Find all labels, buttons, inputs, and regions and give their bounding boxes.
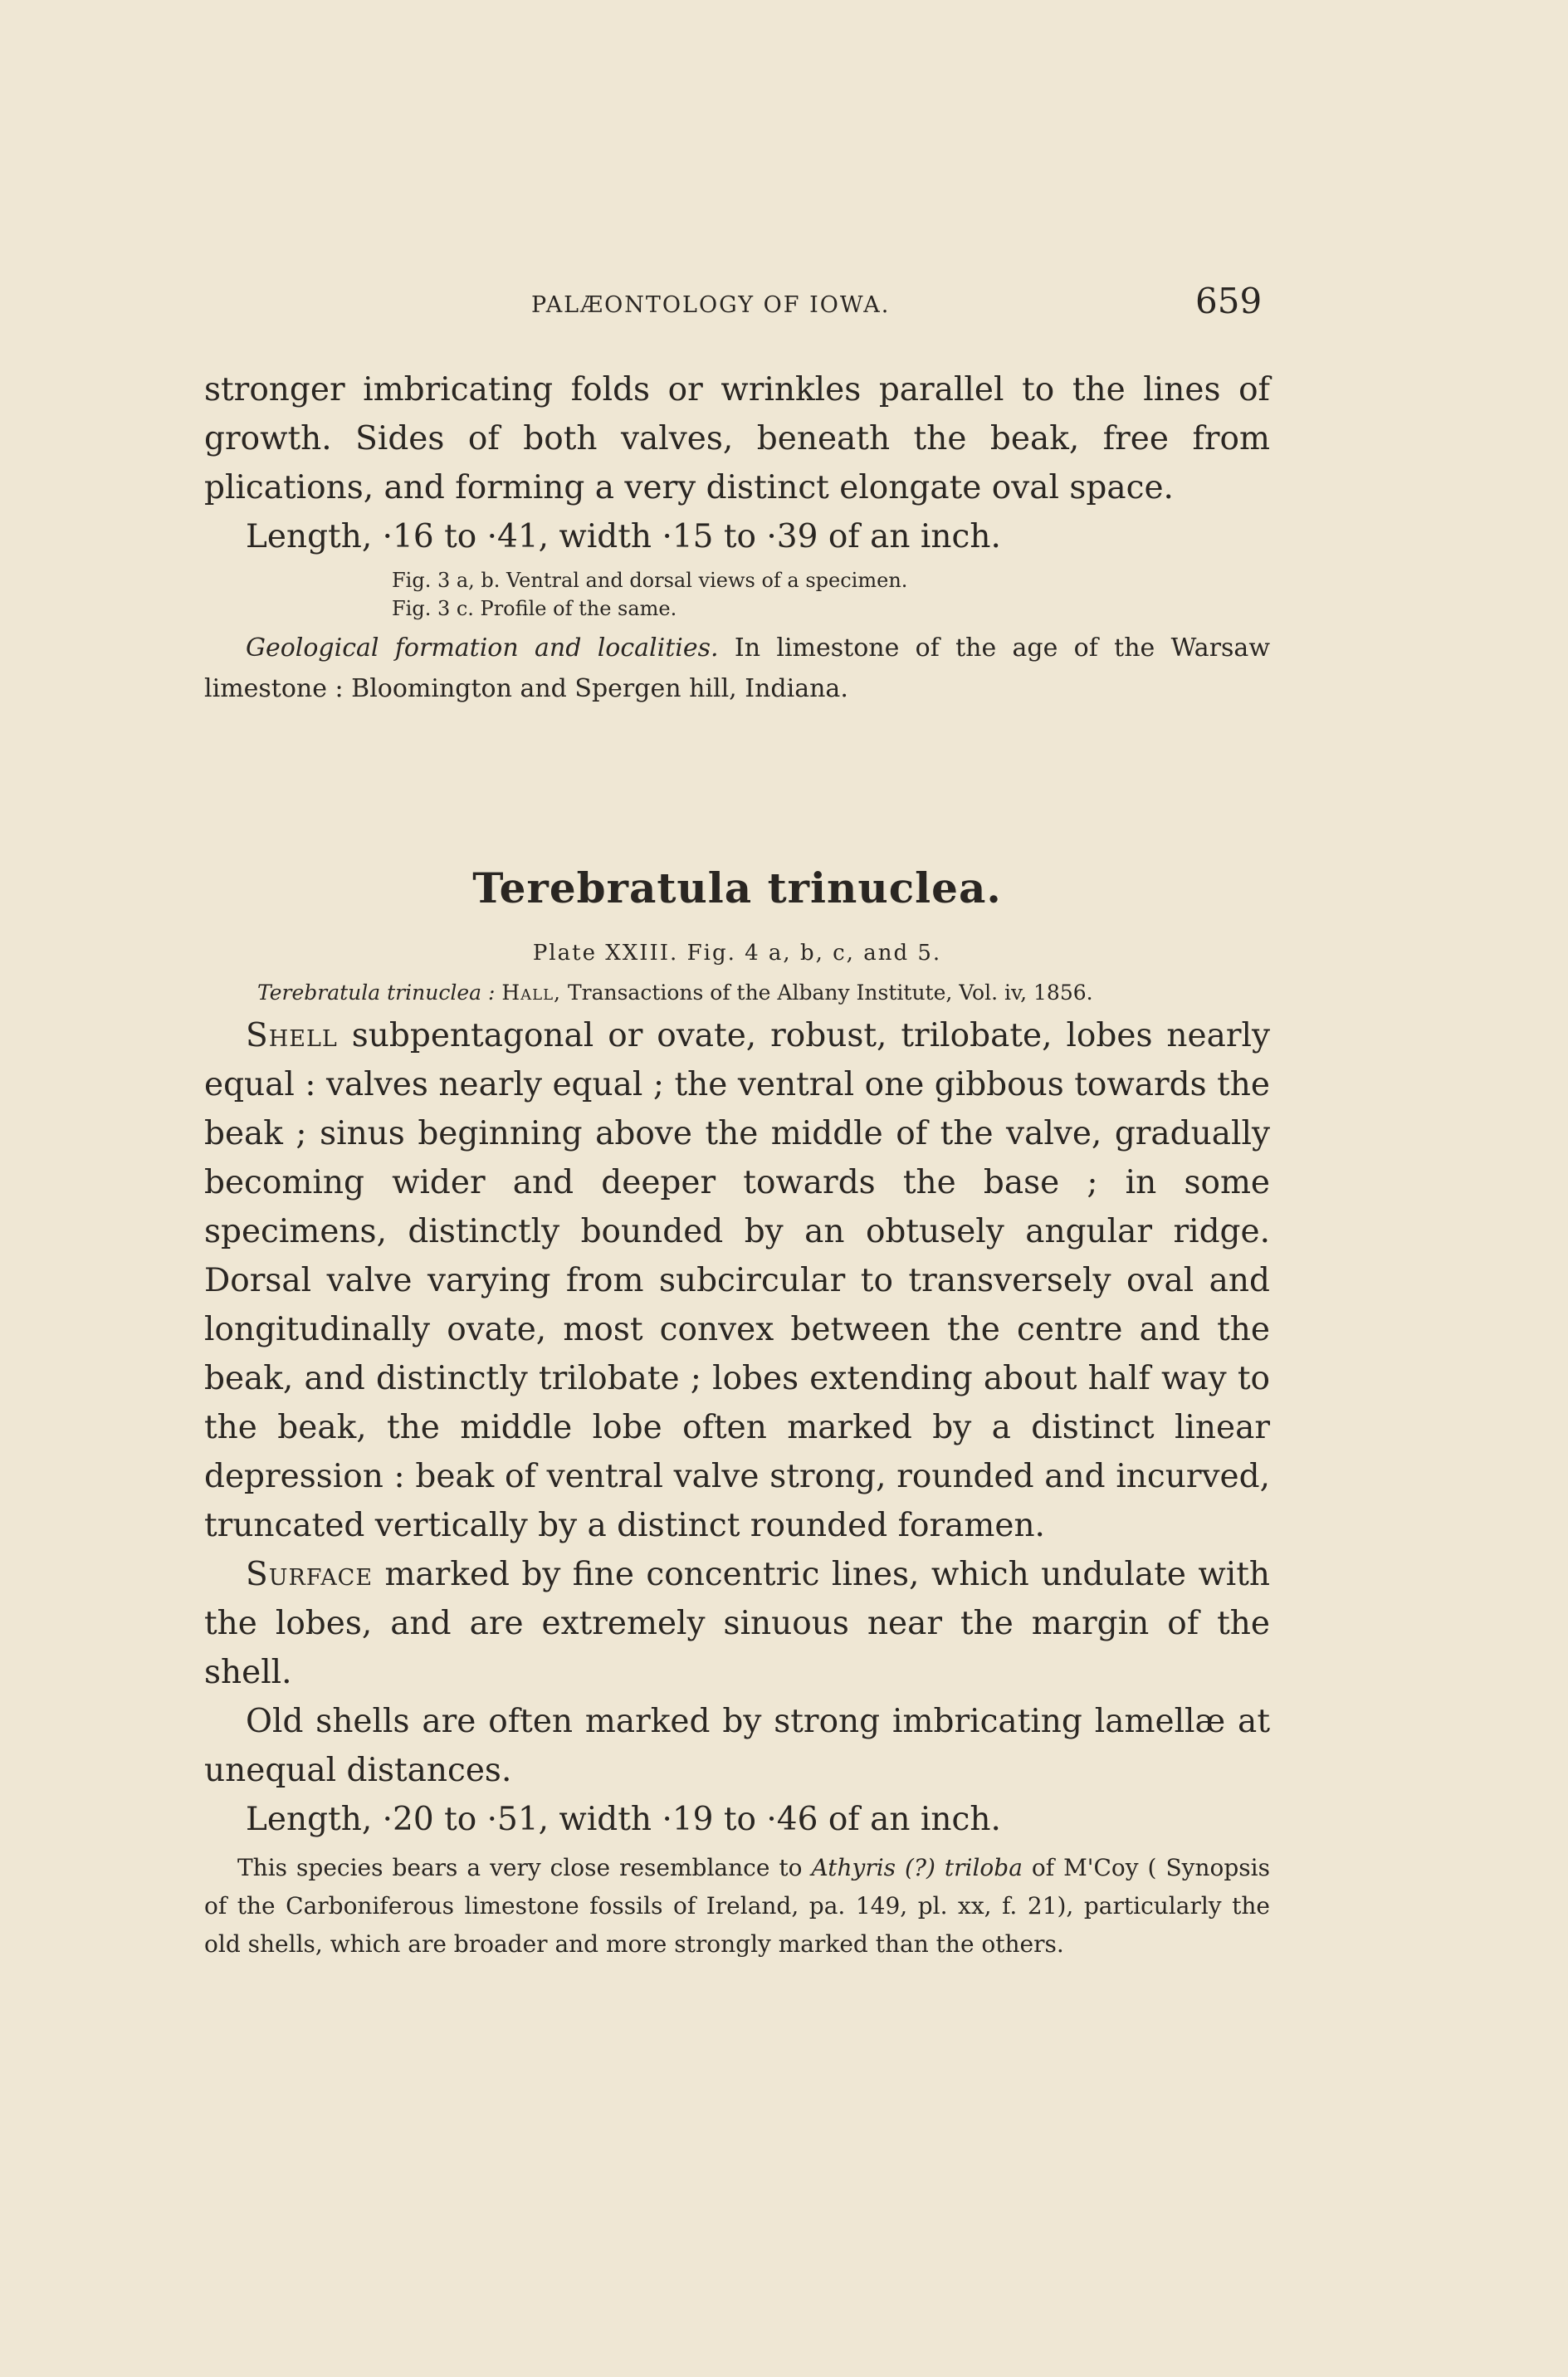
- species-title: Terebratula trinuclea.: [472, 863, 1002, 912]
- synonymy-reference: [204, 981, 1270, 1005]
- ref-author: Hall,: [501, 981, 561, 1005]
- species-section: [204, 863, 1270, 1964]
- note-part-b: of M'Coy ( Synopsis of the Carboniferous limestone fossils of Ireland, pa. 149, pl. xx, f. 21), particularly the old shells, which are broader and more strongly marked than the others.: [204, 1854, 1270, 1958]
- ref-name: Terebratula trinuclea :: [257, 981, 496, 1005]
- old-shells-paragraph: Old shells are often marked by strong imbricating lamellæ at unequal distances.: [204, 1703, 1270, 1789]
- geo-label: Geological formation and localities.: [246, 633, 719, 663]
- shell-lead: Shell: [246, 1017, 338, 1054]
- page-header: [531, 281, 1278, 342]
- continued-paragraph: stronger imbricating folds or wrinkles parallel to the lines of growth. Sides of both valves, beneath the beak, free from plications, and forming a very distinct elongate oval space.: [204, 371, 1270, 506]
- figure-caption-c: Fig. 3 c. Profile of the same.: [392, 597, 677, 620]
- top-section: [204, 365, 1270, 709]
- geological-paragraph: [204, 628, 1270, 709]
- surface-description: [204, 1550, 1270, 1697]
- note-part-a: This species bears a very close resemblance to: [237, 1854, 812, 1881]
- ref-text: Transactions of the Albany Institute, Vol. iv, 1856.: [561, 981, 1093, 1005]
- comparison-note: [204, 1849, 1270, 1964]
- note-athyris: Athyris (?) triloba: [811, 1854, 1023, 1881]
- shell-description: [204, 1011, 1270, 1550]
- species-length-line: Length, ·20 to ·51, width ·19 to ·46 of an inch.: [246, 1801, 1001, 1838]
- page-number: 659: [1195, 281, 1263, 321]
- figure-caption-a: Fig. 3 a, b. Ventral and dorsal views of a specimen.: [392, 569, 908, 592]
- surface-lead: Surface: [246, 1556, 374, 1593]
- plate-reference: Plate XXIII. Fig. 4 a, b, c, and 5.: [532, 941, 942, 966]
- length-line: Length, ·16 to ·41, width ·15 to ·39 of an inch.: [246, 518, 1001, 555]
- geo-text: In limestone of the age of the Warsaw limestone : Bloomington and Spergen hill, Indiana.: [204, 633, 1270, 703]
- surface-text: marked by fine concentric lines, which undulate with the lobes, and are extremely sinuous near the margin of the shell.: [204, 1556, 1270, 1691]
- shell-text: subpentagonal or ovate, robust, trilobate, lobes nearly equal : valves nearly equal ; the ventral one gibbous towards the beak ; sinus beginning above the middle of the valve, gradually becoming wider and deeper towards the base ; in some specimens, distinctly bounded by an obtusely angular ridge. Dorsal valve varying from subcircular to transversely oval and longitudinally ovate, most convex between the centre and the beak, and distinctly trilobate ; lobes extending about half way to the beak, the middle lobe often marked by a distinct linear depression : beak of ventral valve strong, rounded and incurved, truncated vertically by a distinct rounded foramen.: [204, 1017, 1270, 1544]
- running-title: PALÆONTOLOGY OF IOWA.: [531, 292, 891, 318]
